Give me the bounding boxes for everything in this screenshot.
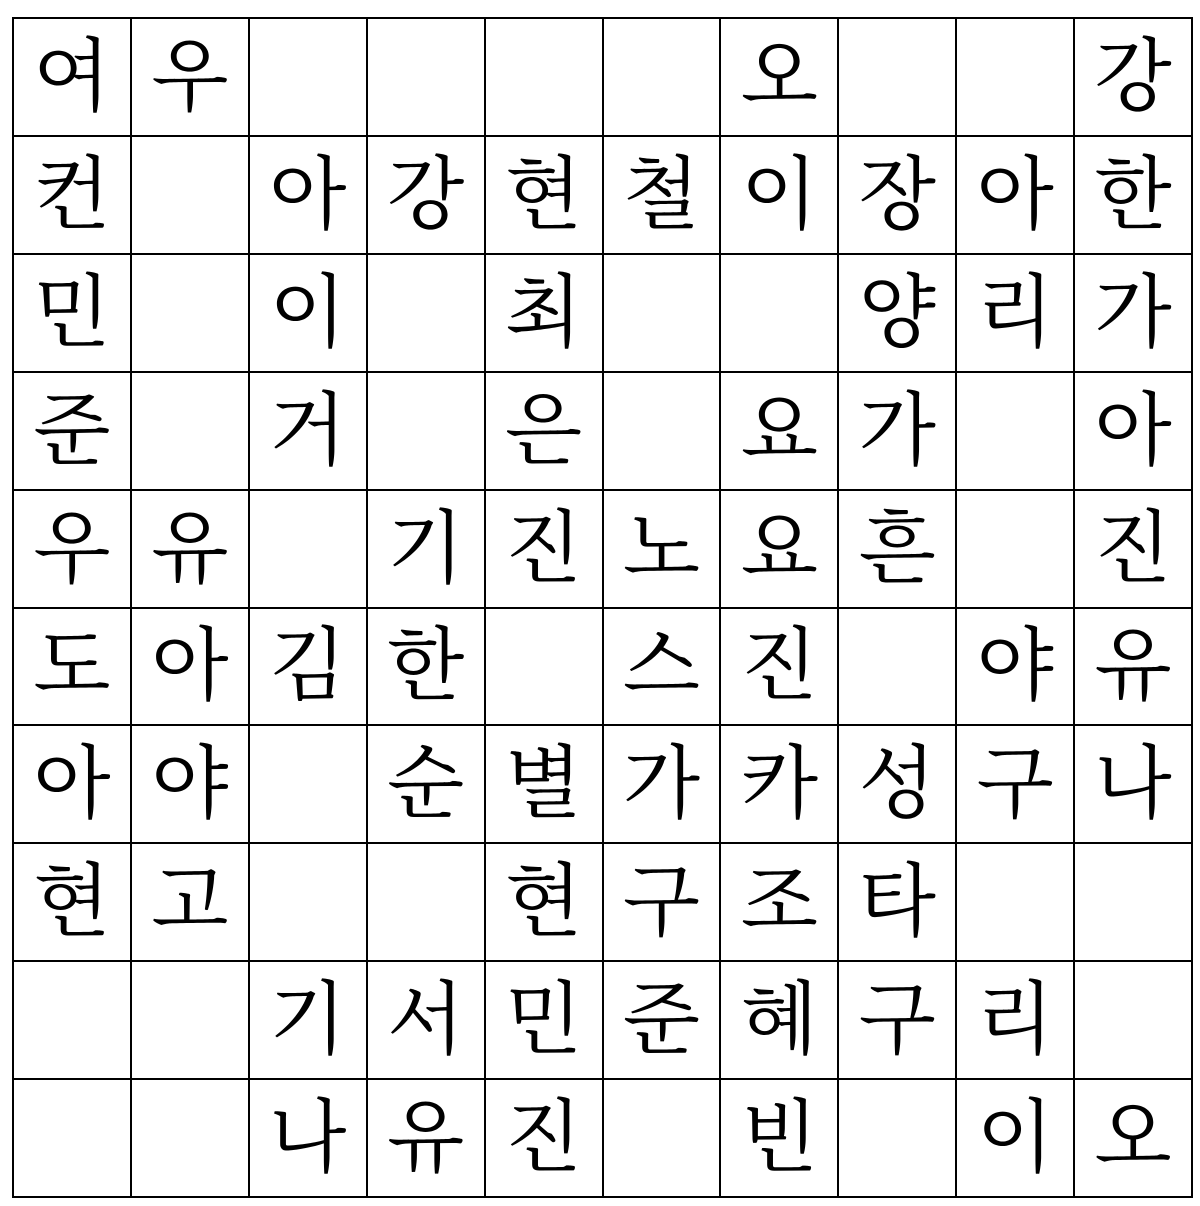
grid-cell: 가 [604,726,722,844]
grid-cell: 리 [957,962,1075,1080]
grid-cell: 이 [957,1080,1075,1198]
word-search-grid [12,17,1193,1198]
grid-cell: 민 [486,962,604,1080]
grid-cell: 기 [368,491,486,609]
grid-cell: 별 [486,726,604,844]
grid-cell: 이 [250,255,368,373]
grid-cell: 아 [14,726,132,844]
grid-cell [486,19,604,137]
grid-cell [957,491,1075,609]
grid-cell: 준 [14,373,132,491]
grid-cell: 고 [132,844,250,962]
grid-cell: 유 [132,491,250,609]
grid-cell: 우 [132,19,250,137]
grid-cell: 강 [1075,19,1193,137]
grid-cell [957,844,1075,962]
grid-cell: 현 [486,844,604,962]
grid-cell: 우 [14,491,132,609]
grid-cell: 구 [839,962,957,1080]
grid-cell: 노 [604,491,722,609]
grid-cell [250,844,368,962]
grid-cell: 최 [486,255,604,373]
grid-cell: 준 [604,962,722,1080]
grid-cell: 오 [1075,1080,1193,1198]
grid-cell: 아 [957,137,1075,255]
grid-cell: 구 [957,726,1075,844]
grid-cell: 현 [14,844,132,962]
grid-cell: 민 [14,255,132,373]
grid-cell: 스 [604,609,722,727]
grid-cell: 혜 [721,962,839,1080]
grid-cell: 유 [1075,609,1193,727]
grid-cell [1075,962,1193,1080]
grid-cell: 야 [957,609,1075,727]
grid-cell: 나 [250,1080,368,1198]
grid-cell: 야 [132,726,250,844]
grid-cell [132,373,250,491]
grid-cell [14,962,132,1080]
grid-cell: 카 [721,726,839,844]
grid-cell: 거 [250,373,368,491]
grid-cell: 이 [721,137,839,255]
grid-cell [368,844,486,962]
grid-cell: 요 [721,491,839,609]
grid-cell: 성 [839,726,957,844]
grid-cell [839,609,957,727]
grid-cell [132,137,250,255]
grid-cell [14,1080,132,1198]
grid-cell: 가 [839,373,957,491]
grid-cell [132,255,250,373]
grid-cell: 현 [486,137,604,255]
grid-cell: 한 [1075,137,1193,255]
grid-cell: 가 [1075,255,1193,373]
grid-cell: 강 [368,137,486,255]
grid-cell: 조 [721,844,839,962]
grid-cell: 컨 [14,137,132,255]
grid-cell: 순 [368,726,486,844]
grid-cell [368,255,486,373]
grid-cell [132,962,250,1080]
grid-cell [604,19,722,137]
grid-cell [368,373,486,491]
grid-cell [250,726,368,844]
grid-cell: 흔 [839,491,957,609]
grid-cell: 아 [250,137,368,255]
grid-cell: 철 [604,137,722,255]
grid-cell: 리 [957,255,1075,373]
grid-cell: 구 [604,844,722,962]
grid-cell: 한 [368,609,486,727]
grid-cell [721,255,839,373]
grid-cell: 도 [14,609,132,727]
grid-cell [1075,844,1193,962]
grid-cell: 진 [1075,491,1193,609]
grid-cell: 오 [721,19,839,137]
grid-cell: 진 [486,491,604,609]
grid-cell: 김 [250,609,368,727]
grid-cell: 장 [839,137,957,255]
grid-cell: 나 [1075,726,1193,844]
grid-cell [957,19,1075,137]
grid-cell [839,19,957,137]
grid-cell: 양 [839,255,957,373]
grid-cell: 아 [132,609,250,727]
grid-cell [604,1080,722,1198]
grid-cell [250,19,368,137]
grid-cell: 서 [368,962,486,1080]
grid-cell: 아 [1075,373,1193,491]
grid-cell [132,1080,250,1198]
grid-cell [250,491,368,609]
grid-cell [368,19,486,137]
grid-cell [604,255,722,373]
grid-cell [957,373,1075,491]
grid-cell: 기 [250,962,368,1080]
grid-cell [839,1080,957,1198]
grid-cell: 은 [486,373,604,491]
grid-cell: 요 [721,373,839,491]
grid-cell: 여 [14,19,132,137]
grid-cell: 진 [486,1080,604,1198]
grid-cell [486,609,604,727]
grid-cell: 진 [721,609,839,727]
grid-cell: 타 [839,844,957,962]
grid-cell [604,373,722,491]
grid-cell: 유 [368,1080,486,1198]
grid-cell: 빈 [721,1080,839,1198]
